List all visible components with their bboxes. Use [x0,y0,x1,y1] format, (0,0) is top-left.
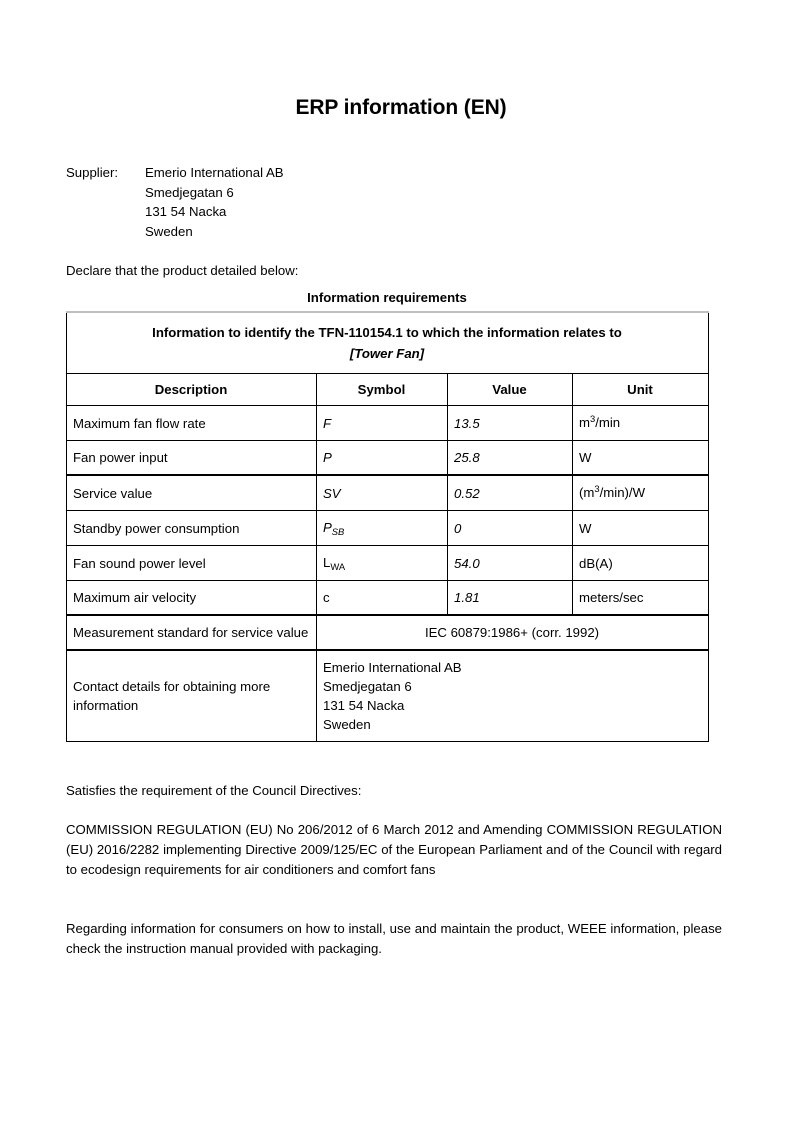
contact-details-row [67,650,709,742]
symbol-base: c [323,590,330,605]
contact-details-value [317,650,709,742]
contact-details-description: Contact details for obtaining more information [67,650,317,742]
supplier-label: Supplier: [66,165,119,180]
supplier-block [66,163,666,241]
information-requirements-heading: Information requirements [307,290,467,305]
table-product-name: [Tower Fan] [349,346,425,361]
supplier-address-line: Smedjegatan 6 [145,184,234,200]
table-row [67,406,709,441]
unit-prefix: m [579,415,590,430]
measurement-standard-row [67,615,709,650]
row-value: 54.0 [448,546,573,581]
table-row [67,475,709,511]
symbol-subscript: WA [330,561,346,572]
table-row [67,581,709,616]
row-unit [573,511,709,546]
row-value: 13.5 [448,406,573,441]
row-value: 1.81 [448,581,573,616]
symbol-base: P [323,520,332,535]
column-header-symbol: Symbol [317,374,448,406]
row-description: Maximum air velocity [67,581,317,616]
measurement-standard-description: Measurement standard for service value [67,615,317,650]
row-description: Standby power consumption [67,511,317,546]
unit-superscript: 3 [594,483,600,494]
symbol-base: L [323,555,331,570]
row-symbol [317,475,448,511]
row-symbol [317,581,448,616]
supplier-address-line: Emerio International AB [145,165,284,180]
row-value: 0.52 [448,475,573,511]
row-symbol [317,546,448,581]
column-header-description: Description [67,374,317,406]
row-unit [573,581,709,616]
row-description: Service value [67,475,317,511]
unit-prefix: W [579,520,592,536]
weee-paragraph: Regarding information for consumers on how to install, use and maintain the product, WEEE information, please check the instruction manual provided with packaging. [66,921,722,956]
table-header-row [67,374,709,406]
satisfies-statement: Satisfies the requirement of the Council Directives: [66,783,362,798]
row-unit [573,546,709,581]
symbol-base: F [323,415,332,431]
unit-suffix: /min [595,415,621,430]
row-unit [573,406,709,441]
declare-statement: Declare that the product detailed below: [66,263,299,278]
row-symbol [317,511,448,546]
contact-address-line: Smedjegatan 6 [323,679,412,694]
row-value: 0 [448,511,573,546]
table-title-row [67,312,709,374]
unit-prefix: dB(A) [579,555,613,571]
unit-suffix: /min)/W [599,485,646,500]
erp-information-table [66,311,709,742]
symbol-base: P [323,450,332,465]
row-description: Maximum fan flow rate [67,406,317,441]
supplier-address-line: Sweden [145,223,193,239]
regulation-paragraph: COMMISSION REGULATION (EU) No 206/2012 of 6 March 2012 and Amending COMMISSION REGULATION (EU) 2016/2282 implementing Directive 2009/125/EC of the European Parliament and of the Council with regard to ecodesign requirements for air conditioners and comfort fans [66,822,722,877]
row-symbol [317,441,448,476]
unit-prefix: (m [579,485,595,500]
supplier-row [66,163,666,241]
symbol-base: SV [323,485,341,501]
table-title-cell [67,312,709,374]
row-unit [573,441,709,476]
row-value: 25.8 [448,441,573,476]
contact-address-line: Sweden [323,717,371,732]
unit-superscript: 3 [590,413,596,424]
supplier-address [145,163,666,241]
unit-prefix: meters/sec [579,590,644,605]
column-header-value: Value [448,374,573,406]
supplier-address-line: 131 54 Nacka [145,204,227,219]
contact-address-line: 131 54 Nacka [323,698,405,713]
row-description: Fan sound power level [67,546,317,581]
table-title-text: Information to identify the TFN-110154.1 to which the information relates to [152,325,622,340]
column-header-unit: Unit [573,374,709,406]
measurement-standard-value: IEC 60879:1986+ (corr. 1992) [317,615,709,650]
table-row [67,546,709,581]
unit-prefix: W [579,450,592,465]
page-title: ERP information (EN) [295,96,507,119]
table-row [67,441,709,476]
row-symbol [317,406,448,441]
row-description: Fan power input [67,441,317,476]
table-row [67,511,709,546]
row-unit [573,475,709,511]
contact-address-line: Emerio International AB [323,660,462,675]
symbol-subscript: SB [331,526,345,537]
